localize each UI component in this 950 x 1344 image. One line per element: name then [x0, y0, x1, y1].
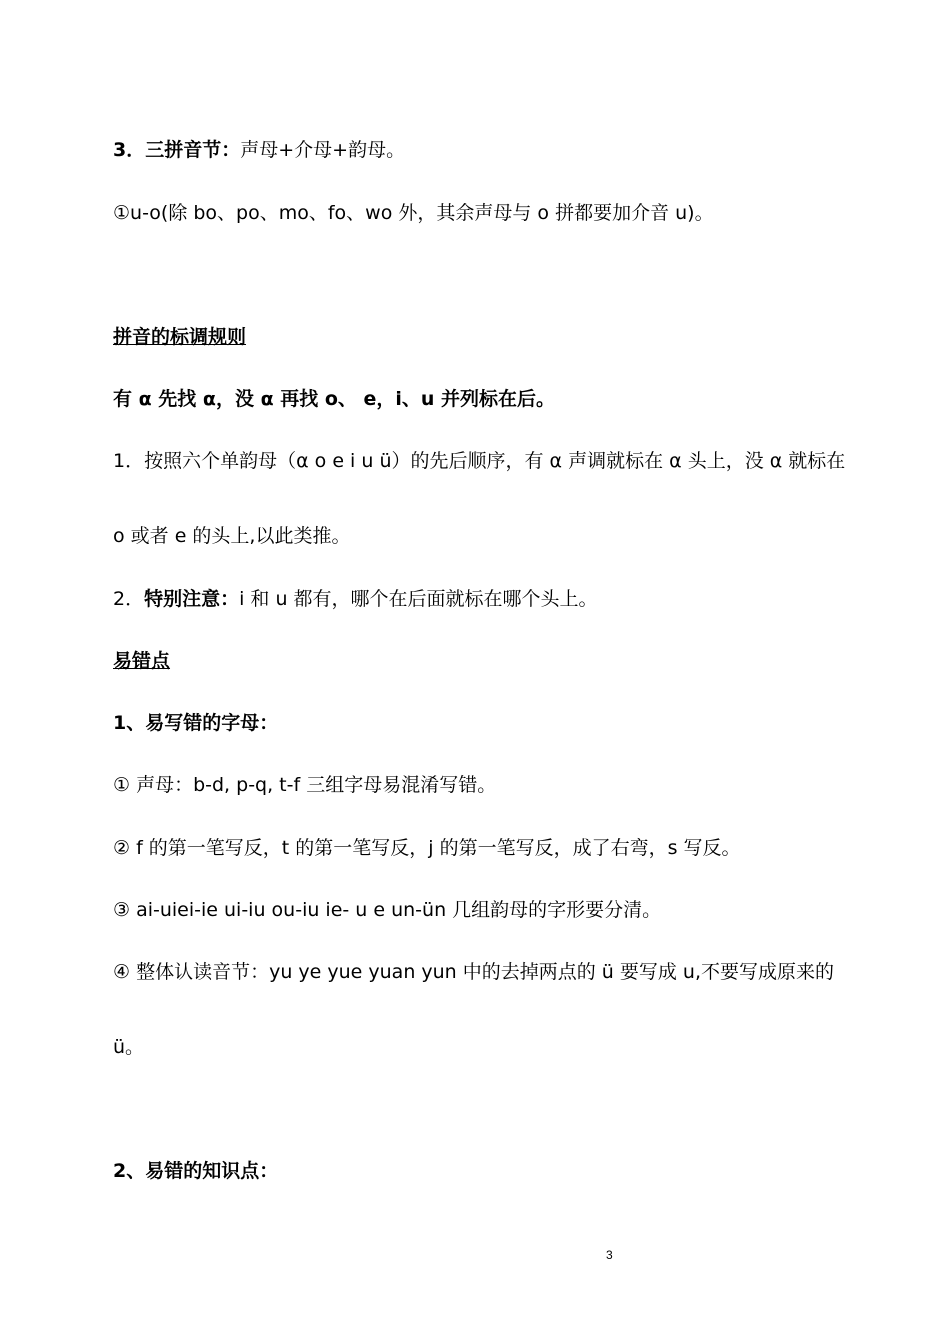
three-syllable-heading [113, 137, 890, 163]
tone-rule-item-1-line-1: 1．按照六个单韵母（α o e i u ü）的先后顺序，有 α 声调就标在 α 头上，没 α 就标在 [113, 450, 846, 472]
item-text: i 和 u 都有，哪个在后面就标在哪个头上。 [239, 588, 598, 610]
tone-rule-item-1-line-2: o 或者 e 的头上,以此类推。 [113, 525, 351, 547]
error-point-4-line-1: ④ 整体认读音节：yu ye yue yuan yun 中的去掉两点的 ü 要写成 u,不要写成原来的 [113, 961, 835, 983]
heading-number: 3． [113, 139, 146, 161]
item-number: 2． [113, 588, 145, 610]
tone-rule-mnemonic: 有 α 先找 α，没 α 再找 o、 e，i、u 并列标在后。 [113, 388, 556, 410]
three-syllable-note: ①u-o(除 bo、po、mo、fo、wo 外，其余声母与 o 拼都要加介音 u)。 [113, 202, 714, 224]
error-point-1: ① 声母：b-d, p-q, t-f 三组字母易混淆写错。 [113, 774, 497, 796]
tone-rules-title: 拼音的标调规则 [113, 326, 247, 348]
error-points-title: 易错点 [113, 650, 171, 672]
page-number: 3 [606, 1248, 613, 1262]
heading-label: 三拼音节： [145, 139, 241, 161]
error-point-2: ② f 的第一笔写反，t 的第一笔写反，j 的第一笔写反，成了右弯，s 写反。 [113, 837, 741, 859]
item-label: 特别注意： [144, 588, 240, 610]
tone-rule-item-2 [113, 586, 890, 612]
heading-text: 声母+介母+韵母。 [240, 139, 406, 161]
error-point-4-line-2: ü。 [113, 1036, 145, 1058]
error-subheading-knowledge: 2、易错的知识点： [113, 1160, 279, 1182]
error-subheading-letters: 1、易写错的字母： [113, 712, 279, 734]
error-point-3: ③ ai-uiei-ie ui-iu ou-iu ie- u e un-ün 几组韵母的字形要分清。 [113, 899, 662, 921]
